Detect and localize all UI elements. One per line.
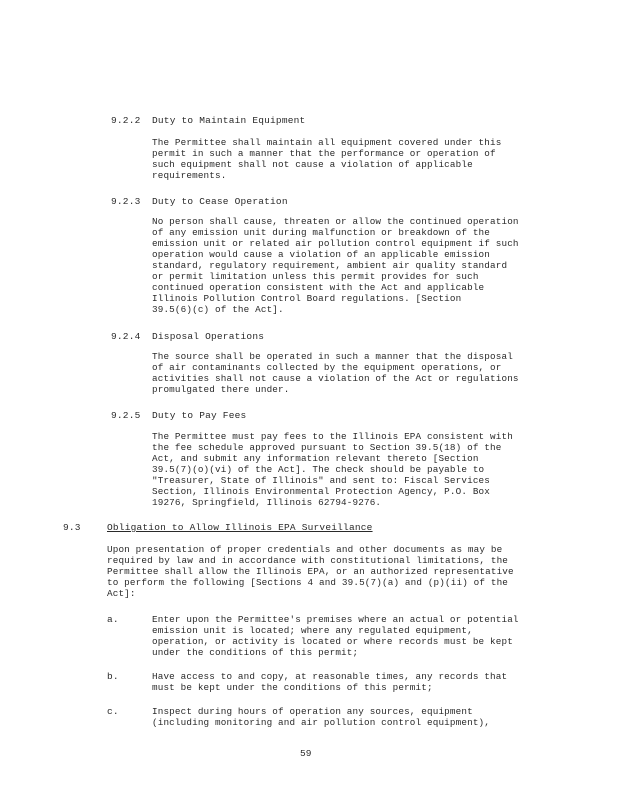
section-heading: Duty to Cease Operation [152, 196, 288, 207]
item-label: b. [107, 671, 119, 682]
item-label: c. [107, 706, 119, 717]
item-label: a. [107, 614, 119, 625]
section-body: No person shall cause, threaten or allow the continued operation of any emission unit during malfunction or breakdown of the emission unit or related air pollution control equipment if such operation would cause a violation of an applicable emission standard, regulatory requirement, ambient air quality standard or permit limitation unless this permit provides for such continued operation consistent with the Act and applicable Illinois Pollution Control Board regulations. [Section 39.5(6)(c) of the Act]. [152, 216, 519, 315]
obligation-heading: Obligation to Allow Illinois EPA Surveillance [107, 522, 373, 533]
section-number: 9.2.4 [111, 331, 141, 342]
section-heading: Duty to Pay Fees [152, 410, 247, 421]
page-number: 59 [300, 748, 312, 759]
section-body: The Permittee shall maintain all equipment covered under this permit in such a manner that the performance or operation of such equipment shall not cause a violation of applicable requirements. [152, 137, 502, 181]
obligation-intro: Upon presentation of proper credentials and other documents as may be required by law and in accordance with constitutional limitations, the Permittee shall allow the Illinois EPA, or an authorized representative to perform the following [Sections 4 and 39.5(7)(a) and (p)(ii) of the Act]: [107, 544, 514, 599]
section-body: The source shall be operated in such a manner that the disposal of air contaminants collected by the equipment operations, or activities shall not cause a violation of the Act or regulations promulgated there under. [152, 351, 519, 395]
section-heading: Disposal Operations [152, 331, 265, 342]
section-number: 9.2.3 [111, 196, 141, 207]
section-number: 9.2.5 [111, 410, 141, 421]
section-heading: Duty to Maintain Equipment [152, 115, 306, 126]
item-text: Have access to and copy, at reasonable times, any records that must be kept under the conditions of this permit; [152, 671, 508, 693]
section-number: 9.2.2 [111, 115, 141, 126]
item-text: Enter upon the Permittee's premises where an actual or potential emission unit is located; where any regulated equipment, operation, or activity is located or where records must be kept under the conditions of this permit; [152, 614, 519, 658]
obligation-number: 9.3 [63, 522, 81, 533]
item-text: Inspect during hours of operation any sources, equipment (including monitoring and air pollution control equipment), [152, 706, 491, 728]
section-body: The Permittee must pay fees to the Illinois EPA consistent with the fee schedule approved pursuant to Section 39.5(18) of the Act, and submit any information relevant thereto [Section 39.5(7)(o)(vi) of the Act]. The check should be payable to "Treasurer, State of Illinois" and sent to: Fiscal Services Section, Illinois Environmental Protection Agency, P.O. Box 19276, Springfield, Illinois 62794-9276. [152, 431, 513, 508]
